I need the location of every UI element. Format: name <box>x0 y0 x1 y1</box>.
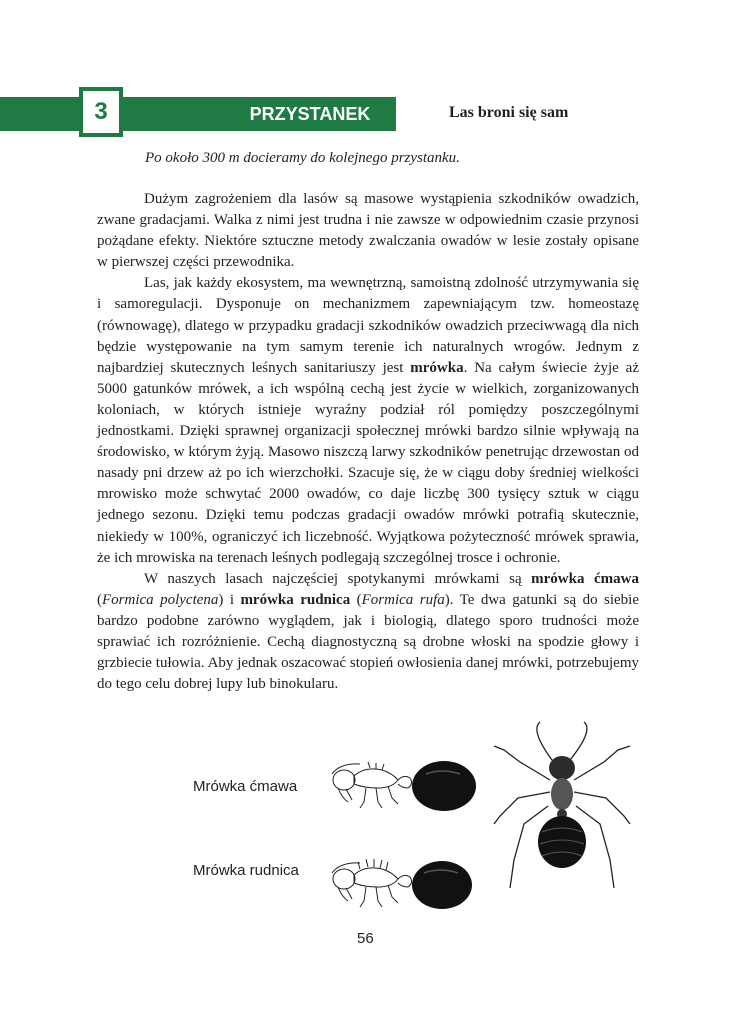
ant-side-view-illustration-2 <box>330 855 480 915</box>
stop-label: PRZYSTANEK <box>249 103 371 124</box>
article-body <box>97 189 639 695</box>
species-name-2: mrówka rudnica <box>240 591 351 608</box>
ant-top-view-illustration <box>490 720 635 895</box>
intro-text: Po około 300 m docieramy do kolejnego przystanku. <box>145 150 460 166</box>
caption-cmawa: Mrówka ćmawa <box>193 778 298 795</box>
latin-name-2: Formica rufa <box>361 591 445 608</box>
stop-number: 3 <box>79 87 123 137</box>
paragraph-1: Dużym zagrożeniem dla lasów są masowe wystąpienia szkodników owadzich, zwane gradacjami. Walka z nimi jest trudna i nie zawsze w odpowiednim czasie przynosi pożądane efekty. Niektóre sztuczne metody zwalczania owadów w lesie zostały opisane w pierwszej części przewodnika. <box>97 191 639 271</box>
page-number: 56 <box>357 930 374 947</box>
paragraph-2: Las, jak każdy ekosystem, ma wewnętrzną, samoistną zdolność utrzymywania się i samoregulacji. Dysponuje on mechanizmem zapewniającym tzw. homeostazę (równowagę), dlatego w przypadku gradacji szkodników owadzich przeciwwagą dla nich będzie występowanie na tym samym terenie ich naturalnych wrogów. Jednym z najbardziej skutecznych leśnych sanitariuszy jest mrówka. Na całym świecie żyje aż 5000 gatunków mrówek, a ich wspólną cechą jest życie w wielkich, zorganizowanych koloniach, w których istnieje wyraźny podział ról pomiędzy poszczególnymi jednostkami. Dzięki sprawnej organizacji społecznej mrówki bardzo silnie wpływają na środowisko, w którym żyją. Masowo niszczą larwy szkodników penetrując drzewostan od nasady pni drzew aż po ich wierzchołki. Szacuje się, że w ciągu doby średniej wielkości mrowisko może schwytać 2000 owadów, co daje liczbę 300 tysięcy sztuk w ciągu jednego sezonu. Dzięki temu podczas gradacji owadów mrówki potrafią skutecznie, niekiedy w 100%, ograniczyć ich liczebność. Wyjątkowa pożyteczność mrówek sprawia, że ich mrowiska na terenach leśnych podlegają szczególnej trosce i ochronie. <box>97 275 639 566</box>
paragraph-3: W naszych lasach najczęściej spotykanymi mrówkami są mrówka ćmawa (Formica polyctena) i mrówka rudnica (Formica rufa). Te dwa gatunki są do siebie bardzo podobne zarówno wyglądem, jak i biologią, dlatego sporo trudności może sprawiać ich rozróżnienie. Cechą diagnostyczną są drobne włoski na spodzie głowy i grzbiecie tułowia. Aby jednak oszacować stopień owłosienia danej mrówki, potrzebujemy do tego celu dobrej lupy lub binokularu. <box>97 570 640 693</box>
bold-term: mrówka <box>410 359 464 376</box>
ant-side-view-illustration <box>330 758 480 818</box>
caption-rudnica: Mrówka rudnica <box>193 862 299 879</box>
species-name-1: mrówka ćmawa <box>531 570 639 587</box>
section-title: Las broni się sam <box>449 104 569 121</box>
latin-name-1: Formica polyctena <box>102 591 219 608</box>
